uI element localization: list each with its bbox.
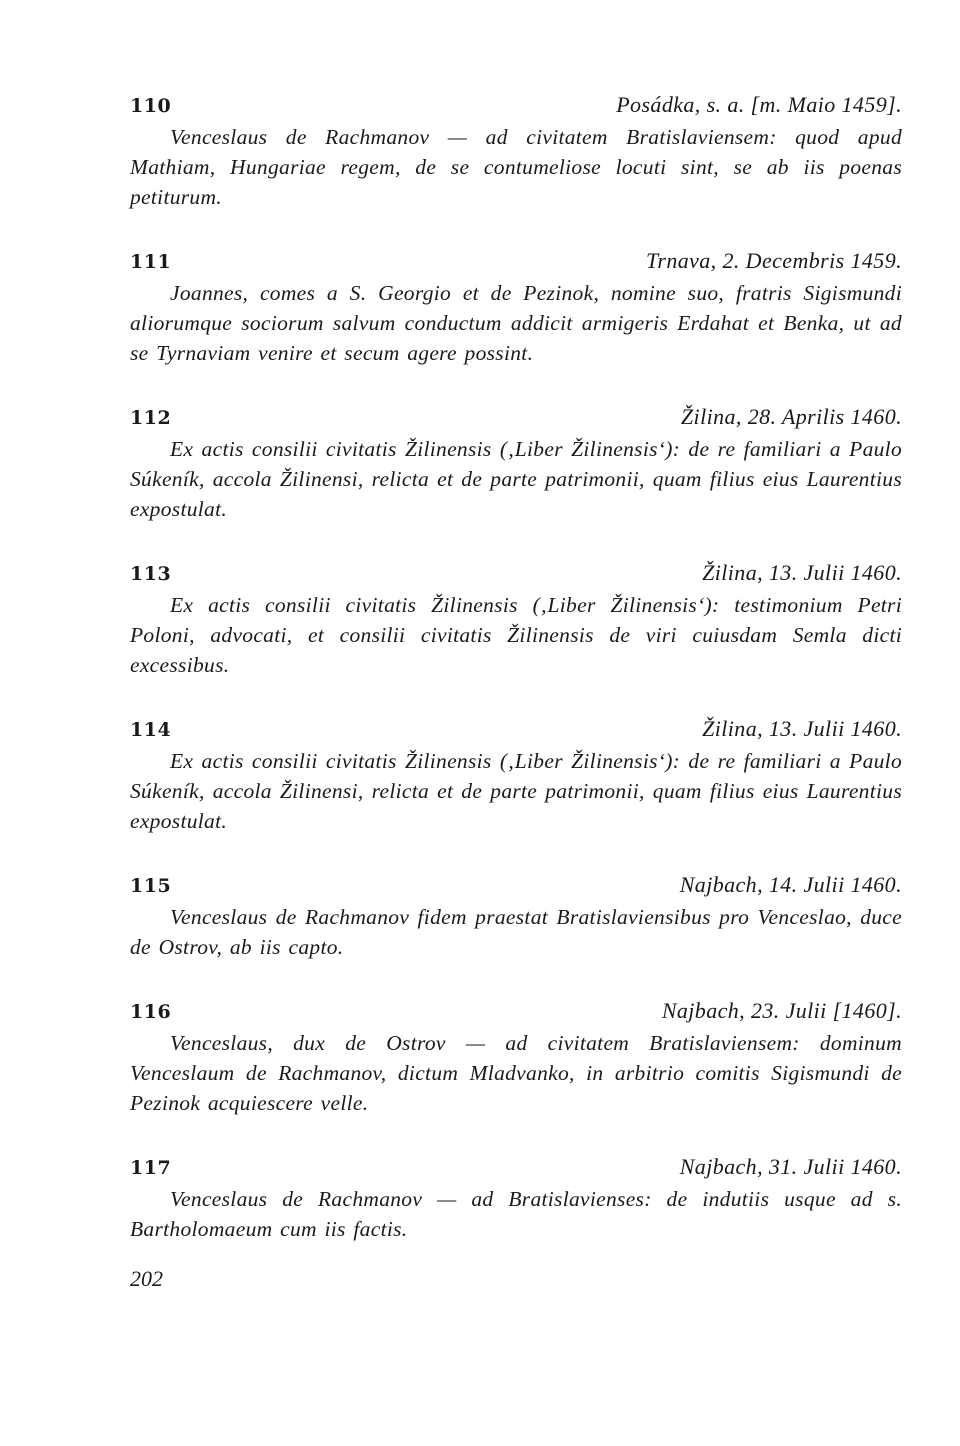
entry-place-date: Žilina, 13. Julii 1460. [702,560,902,585]
entry-place-date: Najbach, 23. Julii [1460]. [661,998,902,1023]
entry-header [130,248,902,278]
entry-number: 113 [130,563,172,585]
entry-text: Joannes, comes a S. Georgio et de Pezinok, nomine suo, fratris Sigismundi aliorumque sociorum salvum conductum addicit armigeris Erdahat et Benka, ut ad se Tyrnaviam venire et secum agere possint. [130,281,902,365]
entry-number: 115 [130,875,172,897]
entry-number: 116 [130,1001,172,1023]
entry-text: Ex actis consilii civitatis Žilinensis (‚Liber Žilinensis‘): de re familiari a Paulo Súkeník, accola Žilinensi, relicta et de parte patrimonii, quam filius eius Laurentius expostulat. [130,437,902,521]
document-page [130,92,902,1292]
entry-number: 112 [130,407,172,429]
entry-number: 117 [130,1157,172,1179]
entry-header [130,1154,902,1184]
entry-place-date: Najbach, 31. Julii 1460. [679,1154,902,1179]
entry-place-date: Žilina, 28. Aprilis 1460. [680,404,902,429]
entry-place-date: Najbach, 14. Julii 1460. [679,872,902,897]
entry-place-date: Posádka, s. a. [m. Maio 1459]. [616,92,902,117]
entry-header [130,872,902,902]
entry-117 [130,1154,902,1244]
entry-114 [130,716,902,836]
entry-115 [130,872,902,962]
entry-number: 111 [130,251,172,273]
entry-116 [130,998,902,1118]
entry-text: Venceslaus de Rachmanov — ad civitatem Bratislaviensem: quod apud Mathiam, Hungariae regem, de se contumeliose locuti sint, se ab iis poenas petiturum. [130,125,902,209]
page-number: 202 [130,1266,163,1291]
entry-text: Venceslaus de Rachmanov fidem praestat Bratislaviensibus pro Venceslao, duce de Ostrov, ab iis capto. [130,905,902,959]
entry-112 [130,404,902,524]
entry-text: Venceslaus, dux de Ostrov — ad civitatem Bratislaviensem: dominum Venceslaum de Rachmanov, dictum Mladvanko, in arbitrio comitis Sigismundi de Pezinok acquiescere velle. [130,1031,902,1115]
entry-header [130,560,902,590]
entry-header [130,716,902,746]
entry-111 [130,248,902,368]
entry-113 [130,560,902,680]
entry-text: Ex actis consilii civitatis Žilinensis (‚Liber Žilinensis‘): testimonium Petri Poloni, advocati, et consilii civitatis Žilinensis de viri cuiusdam Semla dicti excessibus. [130,593,902,677]
entry-text: Venceslaus de Rachmanov — ad Bratislavienses: de indutiis usque ad s. Bartholomaeum cum iis factis. [130,1187,902,1241]
entry-place-date: Trnava, 2. Decembris 1459. [645,248,902,273]
entry-110 [130,92,902,212]
entry-place-date: Žilina, 13. Julii 1460. [702,716,902,741]
entry-number: 110 [130,95,172,117]
entry-text: Ex actis consilii civitatis Žilinensis (‚Liber Žilinensis‘): de re familiari a Paulo Súkeník, accola Žilinensi, relicta et de parte patrimonii, quam filius eius Laurentius expostulat. [130,749,902,833]
entry-number: 114 [130,719,172,741]
entry-header [130,92,902,122]
entry-header [130,998,902,1028]
entry-header [130,404,902,434]
